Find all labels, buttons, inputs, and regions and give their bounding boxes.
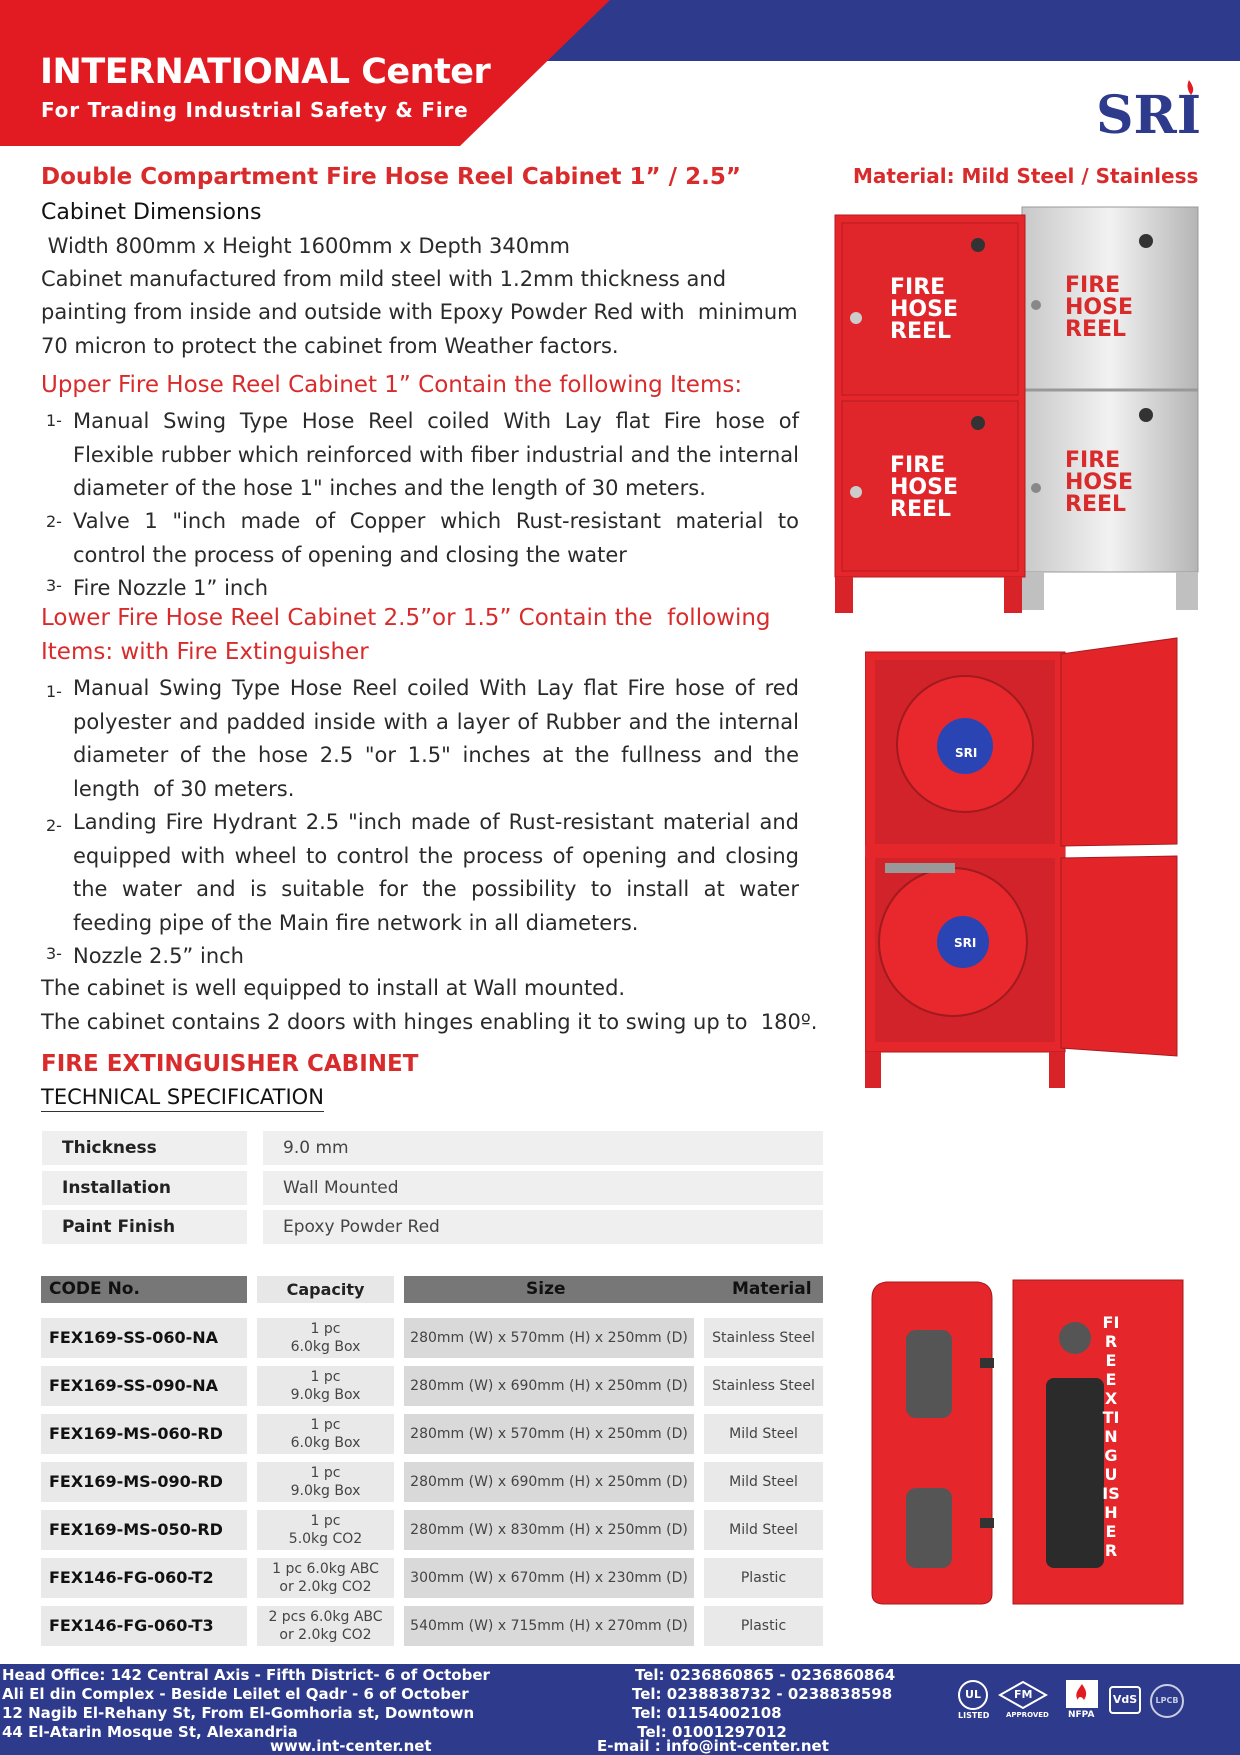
cabinet-label: FIRE HOSE REEL	[890, 275, 958, 344]
table-cell-capacity: 1 pc 6.0kg ABC or 2.0kg CO2	[257, 1558, 394, 1598]
sri-logo	[1096, 78, 1206, 138]
company-name: INTERNATIONAL Center	[40, 52, 491, 92]
lpcb-logo-icon: LPCB	[1150, 1684, 1184, 1718]
table-cell-capacity: 1 pc 5.0kg CO2	[257, 1510, 394, 1550]
upper-item-text: Fire Nozzle 1” inch	[73, 576, 269, 600]
table-cell-material: Stainless Steel	[704, 1366, 823, 1406]
table-header-code: CODE No.	[41, 1276, 247, 1303]
table-cell-material: Mild Steel	[704, 1414, 823, 1454]
table-cell-material: Plastic	[704, 1606, 823, 1646]
closing-line-2: The cabinet contains 2 doors with hinges enabling it to swing up to 180º.	[41, 1010, 818, 1034]
nfpa-label: NFPA	[1068, 1710, 1095, 1720]
table-cell-code: FEX146-FG-060-T3	[41, 1606, 247, 1646]
spec-heading: TECHNICAL SPECIFICATION	[41, 1085, 324, 1112]
lower-item-number: 2-	[46, 816, 62, 835]
fm-logo-icon: FM	[998, 1680, 1048, 1714]
table-cell-capacity: 2 pcs 6.0kg ABC or 2.0kg CO2	[257, 1606, 394, 1646]
spec-value: Wall Mounted	[263, 1171, 823, 1205]
spec-value: 9.0 mm	[263, 1131, 823, 1165]
reel-badge: SRI	[955, 746, 978, 760]
ul-logo-icon: UL	[958, 1680, 988, 1710]
table-cell-capacity: 1 pc 9.0kg Box	[257, 1462, 394, 1502]
spec-key: Paint Finish	[42, 1210, 247, 1244]
extinguisher-title: FIRE EXTINGUISHER CABINET	[41, 1051, 419, 1077]
lower-cabinet-heading-1: Lower Fire Hose Reel Cabinet 2.5”or 1.5” Contain the following	[41, 605, 771, 631]
table-cell-size: 280mm (W) x 690mm (H) x 250mm (D)	[404, 1366, 694, 1406]
table-cell-code: FEX146-FG-060-T2	[41, 1558, 247, 1598]
description-line-3: 70 micron to protect the cabinet from Weather factors.	[41, 334, 619, 358]
material-label: Material: Mild Steel / Stainless	[853, 164, 1199, 188]
table-cell-size: 280mm (W) x 690mm (H) x 250mm (D)	[404, 1462, 694, 1502]
upper-item-number: 1-	[46, 411, 62, 430]
open-cabinet-photo	[865, 636, 1183, 1091]
table-header-size: Size	[526, 1279, 566, 1299]
description-line-1: Cabinet manufactured from mild steel with 1.2mm thickness and	[41, 267, 727, 291]
spec-key: Installation	[42, 1171, 247, 1205]
upper-item-text: Manual Swing Type Hose Reel coiled With Lay flat Fire hose of Flexible rubber which reinforced with fiber industrial and the internal diameter of the hose 1" inches and the length of 30 meters.	[73, 409, 820, 500]
lower-item-text: Landing Fire Hydrant 2.5 "inch made of Rust-resistant material and equipped with wheel to control the process of opening and closing the water and is suitable for the possibility to install at water feeding pipe of the Main fire network in all diameters.	[73, 810, 813, 935]
spec-value: Epoxy Powder Red	[263, 1210, 823, 1244]
svg-text:SRI: SRI	[1096, 85, 1202, 138]
footer-email[interactable]: E-mail : info@int-center.net	[597, 1737, 829, 1755]
table-cell-size: 540mm (W) x 715mm (H) x 270mm (D)	[404, 1606, 694, 1646]
extinguisher-vertical-label: FIRE EXTINGUISHER	[1102, 1313, 1120, 1560]
table-cell-size: 280mm (W) x 570mm (H) x 250mm (D)	[404, 1318, 694, 1358]
spec-key: Thickness	[42, 1131, 247, 1165]
table-cell-size: 280mm (W) x 570mm (H) x 250mm (D)	[404, 1414, 694, 1454]
lower-item-text: Manual Swing Type Hose Reel coiled With Lay flat Fire hose of red polyester and padded inside with a layer of Rubber and the internal diameter of the hose 2.5 "or 1.5" inches at the fullness and the length of 30 meters.	[73, 676, 806, 801]
table-cell-code: FEX169-SS-060-NA	[41, 1318, 247, 1358]
product-title: Double Compartment Fire Hose Reel Cabinet 1” / 2.5”	[41, 164, 741, 190]
dimensions-value: Width 800mm x Height 1600mm x Depth 340mm	[41, 234, 570, 258]
table-header-capacity: Capacity	[257, 1276, 394, 1303]
table-cell-code: FEX169-MS-060-RD	[41, 1414, 247, 1454]
ul-label: LISTED	[958, 1711, 990, 1720]
footer-phone: Tel: 0238838732 - 0238838598	[632, 1685, 893, 1703]
footer-address: Head Office: 142 Central Axis - Fifth District- 6 of October	[2, 1666, 490, 1684]
table-header-material: Material	[732, 1279, 812, 1299]
footer-phone: Tel: 01154002108	[632, 1704, 782, 1722]
table-cell-size: 300mm (W) x 670mm (H) x 230mm (D)	[404, 1558, 694, 1598]
table-cell-size: 280mm (W) x 830mm (H) x 250mm (D)	[404, 1510, 694, 1550]
table-cell-material: Stainless Steel	[704, 1318, 823, 1358]
table-header-size-material	[404, 1276, 823, 1303]
lower-item-number: 1-	[46, 682, 62, 701]
nfpa-logo-icon	[1066, 1680, 1098, 1708]
footer-address: 12 Nagib El-Rehany St, From El-Gomhoria st, Downtown	[2, 1704, 475, 1722]
footer-address: Ali El din Complex - Beside Leilet el Qadr - 6 of October	[2, 1685, 469, 1703]
vds-logo-icon: VdS	[1109, 1686, 1141, 1714]
closed-cabinets-photo	[830, 205, 1206, 615]
table-cell-capacity: 1 pc 6.0kg Box	[257, 1414, 394, 1454]
description-line-2: painting from inside and outside with Epoxy Powder Red with minimum	[41, 300, 798, 324]
fm-label: APPROVED	[1006, 1711, 1049, 1719]
table-cell-code: FEX169-SS-090-NA	[41, 1366, 247, 1406]
table-cell-material: Plastic	[704, 1558, 823, 1598]
table-cell-code: FEX169-MS-090-RD	[41, 1462, 247, 1502]
lower-item-number: 3-	[46, 944, 62, 963]
cabinet-label: FIRE HOSE REEL	[1065, 448, 1133, 517]
table-cell-code: FEX169-MS-050-RD	[41, 1510, 247, 1550]
table-cell-capacity: 1 pc 6.0kg Box	[257, 1318, 394, 1358]
footer-address: 44 El-Atarin Mosque St, Alexandria	[2, 1723, 298, 1741]
cabinet-label: FIRE HOSE REEL	[1065, 273, 1133, 342]
footer-phone: Tel: 01001297012	[632, 1723, 787, 1741]
reel-badge: SRI	[954, 936, 977, 950]
upper-item-text: Valve 1 "inch made of Copper which Rust-resistant material to control the process of opening and closing the water	[73, 509, 813, 567]
closing-line-1: The cabinet is well equipped to install at Wall mounted.	[41, 976, 626, 1000]
upper-item-number: 2-	[46, 512, 62, 531]
upper-item-number: 3-	[46, 576, 62, 595]
dimensions-heading: Cabinet Dimensions	[41, 200, 262, 225]
table-cell-capacity: 1 pc 9.0kg Box	[257, 1366, 394, 1406]
footer-website[interactable]: www.int-center.net	[270, 1737, 432, 1755]
footer-phone: Tel: 0236860865 - 0236860864	[635, 1666, 896, 1684]
company-subtitle: For Trading Industrial Safety & Fire	[41, 98, 469, 122]
lower-item-text: Nozzle 2.5” inch	[73, 944, 244, 968]
table-cell-material: Mild Steel	[704, 1510, 823, 1550]
table-cell-material: Mild Steel	[704, 1462, 823, 1502]
upper-cabinet-heading: Upper Fire Hose Reel Cabinet 1” Contain the following Items:	[41, 372, 743, 398]
cabinet-label: FIRE HOSE REEL	[890, 453, 958, 522]
extinguisher-cabinets-photo	[868, 1278, 1186, 1608]
lower-cabinet-heading-2: Items: with Fire Extinguisher	[41, 639, 369, 665]
